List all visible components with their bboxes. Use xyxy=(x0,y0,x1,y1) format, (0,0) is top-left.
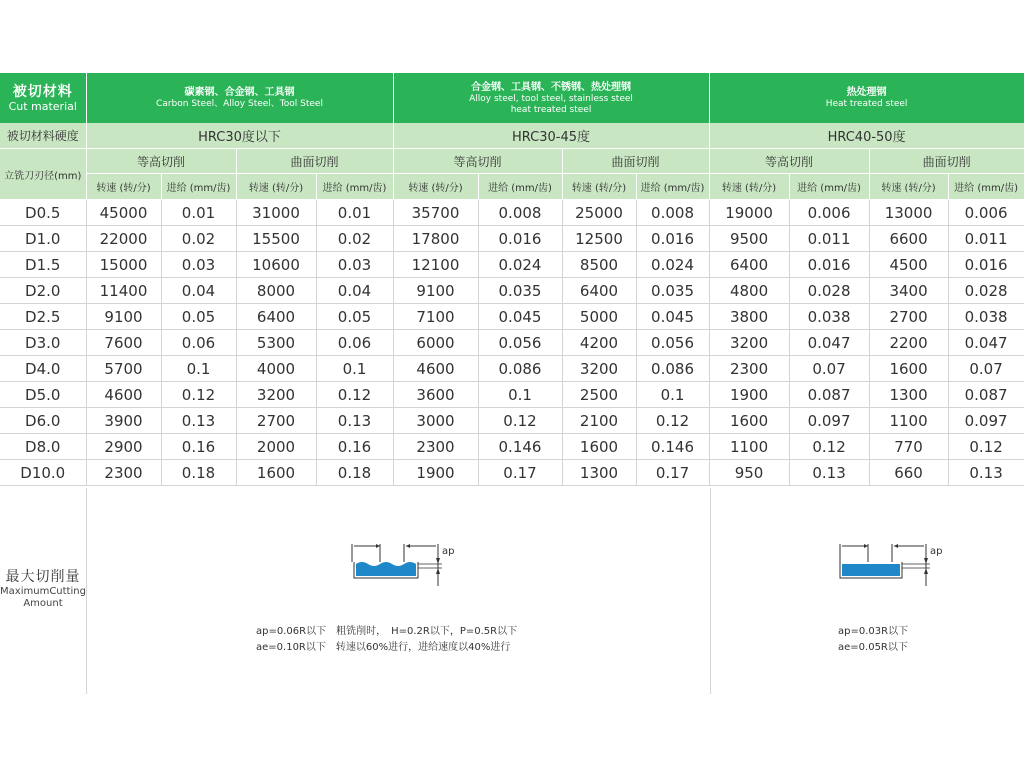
speed-cell: 4200 xyxy=(562,330,636,356)
divider xyxy=(710,488,711,694)
speed-cell: 4600 xyxy=(86,382,161,408)
speed-cell: 6400 xyxy=(562,278,636,304)
diameter-cell: D1.0 xyxy=(0,226,86,252)
material-group-en-line2: heat treated steel xyxy=(510,104,592,115)
unit-cell: 转速 (转/分) xyxy=(709,174,789,200)
feed-cell: 0.028 xyxy=(948,278,1024,304)
speed-cell: 12500 xyxy=(562,226,636,252)
material-group-en: Carbon Steel、Alloy Steel、Tool Steel xyxy=(156,99,323,109)
ap-symbol: ap xyxy=(442,546,455,557)
unit-row xyxy=(0,174,1024,200)
feed-cell: 0.04 xyxy=(161,278,236,304)
cut-material-en: Cut material xyxy=(8,99,77,113)
unit-cell: 进给 (mm/齿) xyxy=(789,174,869,200)
feed-cell: 0.146 xyxy=(478,434,562,460)
speed-cell: 1600 xyxy=(869,356,948,382)
feed-cell: 0.01 xyxy=(316,200,393,226)
speed-cell: 2200 xyxy=(869,330,948,356)
feed-cell: 0.024 xyxy=(636,252,709,278)
table-row xyxy=(0,408,1024,434)
feed-cell: 0.17 xyxy=(636,460,709,486)
material-group-zh: 热处理钢 xyxy=(846,87,887,98)
cut-material-zh: 被切材料 xyxy=(12,83,73,100)
speed-cell: 950 xyxy=(709,460,789,486)
diameter-cell: D1.5 xyxy=(0,252,86,278)
table-row xyxy=(0,356,1024,382)
divider xyxy=(86,488,87,694)
diameter-cell: D3.0 xyxy=(0,330,86,356)
speed-cell: 3200 xyxy=(236,382,316,408)
feed-cell: 0.18 xyxy=(161,460,236,486)
speed-cell: 3600 xyxy=(393,382,478,408)
feed-cell: 0.12 xyxy=(161,382,236,408)
feed-cell: 0.07 xyxy=(948,356,1024,382)
material-group-3 xyxy=(709,73,1024,123)
feed-cell: 0.1 xyxy=(636,382,709,408)
table-body xyxy=(0,200,1024,486)
speed-cell: 6400 xyxy=(709,252,789,278)
unit-cell: 进给 (mm/齿) xyxy=(948,174,1024,200)
feed-cell: 0.097 xyxy=(789,408,869,434)
unit-cell: 转速 (转/分) xyxy=(393,174,478,200)
feed-cell: 0.045 xyxy=(478,304,562,330)
speed-cell: 12100 xyxy=(393,252,478,278)
cut-type-cell: 曲面切削 xyxy=(869,149,1024,174)
feed-cell: 0.047 xyxy=(789,330,869,356)
feed-cell: 0.016 xyxy=(789,252,869,278)
feed-cell: 0.12 xyxy=(316,382,393,408)
feed-cell: 0.02 xyxy=(316,226,393,252)
feed-cell: 0.07 xyxy=(789,356,869,382)
feed-cell: 0.1 xyxy=(161,356,236,382)
unit-cell: 进给 (mm/齿) xyxy=(316,174,393,200)
feed-cell: 0.13 xyxy=(161,408,236,434)
hardness-label: 被切材料硬度 xyxy=(0,123,86,149)
material-header-row xyxy=(0,73,1024,123)
speed-cell: 2100 xyxy=(562,408,636,434)
cutting-depth-diagram xyxy=(340,540,470,590)
speed-cell: 31000 xyxy=(236,200,316,226)
diameter-cell: D2.5 xyxy=(0,304,86,330)
speed-cell: 3800 xyxy=(709,304,789,330)
speed-cell: 17800 xyxy=(393,226,478,252)
speed-cell: 1300 xyxy=(562,460,636,486)
speed-cell: 2300 xyxy=(393,434,478,460)
speed-cell: 4600 xyxy=(393,356,478,382)
speed-cell: 3200 xyxy=(562,356,636,382)
material-group-2 xyxy=(393,73,709,123)
speed-cell: 1300 xyxy=(869,382,948,408)
table-row xyxy=(0,252,1024,278)
speed-cell: 1600 xyxy=(236,460,316,486)
feed-cell: 0.006 xyxy=(789,200,869,226)
speed-cell: 15000 xyxy=(86,252,161,278)
feed-cell: 0.008 xyxy=(478,200,562,226)
unit-cell: 转速 (转/分) xyxy=(869,174,948,200)
speed-cell: 22000 xyxy=(86,226,161,252)
speed-cell: 1600 xyxy=(562,434,636,460)
material-group-zh: 合金钢、工具钢、不锈钢、热处理钢 xyxy=(471,81,632,93)
cut-material-label-cell xyxy=(0,73,86,123)
feed-cell: 0.086 xyxy=(478,356,562,382)
cut-type-cell: 等高切削 xyxy=(86,149,236,174)
diameter-cell: D2.0 xyxy=(0,278,86,304)
feed-cell: 0.12 xyxy=(636,408,709,434)
cutting-parameter-table xyxy=(0,73,1024,486)
feed-cell: 0.097 xyxy=(948,408,1024,434)
material-group-zh: 碳素钢、合金钢、工具钢 xyxy=(184,87,295,98)
speed-cell: 45000 xyxy=(86,200,161,226)
table-row xyxy=(0,200,1024,226)
feed-cell: 0.12 xyxy=(478,408,562,434)
feed-cell: 0.18 xyxy=(316,460,393,486)
feed-cell: 0.011 xyxy=(789,226,869,252)
speed-cell: 5300 xyxy=(236,330,316,356)
feed-cell: 0.045 xyxy=(636,304,709,330)
max-cut-en-line2: Amount xyxy=(23,598,63,609)
feed-cell: 0.038 xyxy=(948,304,1024,330)
hardness-row xyxy=(0,123,1024,149)
unit-cell: 转速 (转/分) xyxy=(562,174,636,200)
speed-cell: 1900 xyxy=(393,460,478,486)
speed-cell: 15500 xyxy=(236,226,316,252)
hardness-value: HRC30-45度 xyxy=(393,123,709,149)
hardness-value: HRC40-50度 xyxy=(709,123,1024,149)
feed-cell: 0.086 xyxy=(636,356,709,382)
feed-cell: 0.047 xyxy=(948,330,1024,356)
speed-cell: 2700 xyxy=(236,408,316,434)
feed-cell: 0.056 xyxy=(636,330,709,356)
max-cut-label xyxy=(0,566,86,610)
max-cut-section xyxy=(0,488,1024,694)
cut-type-cell: 曲面切削 xyxy=(236,149,393,174)
feed-cell: 0.17 xyxy=(478,460,562,486)
speed-cell: 660 xyxy=(869,460,948,486)
speed-cell: 5700 xyxy=(86,356,161,382)
diameter-cell: D0.5 xyxy=(0,200,86,226)
feed-cell: 0.1 xyxy=(316,356,393,382)
max-cut-zh: 最大切削量 xyxy=(5,569,81,585)
feed-cell: 0.03 xyxy=(316,252,393,278)
unit-cell: 转速 (转/分) xyxy=(236,174,316,200)
material-group-en: Alloy steel, tool steel, stainless steel xyxy=(469,93,633,104)
feed-cell: 0.146 xyxy=(636,434,709,460)
diameter-label: 立铣刀刃径(mm) xyxy=(0,149,86,200)
feed-cell: 0.038 xyxy=(789,304,869,330)
feed-cell: 0.13 xyxy=(789,460,869,486)
feed-cell: 0.05 xyxy=(161,304,236,330)
feed-cell: 0.016 xyxy=(948,252,1024,278)
feed-cell: 0.087 xyxy=(789,382,869,408)
speed-cell: 3400 xyxy=(869,278,948,304)
material-group-1 xyxy=(86,73,393,123)
speed-cell: 1600 xyxy=(709,408,789,434)
speed-cell: 19000 xyxy=(709,200,789,226)
speed-cell: 9100 xyxy=(393,278,478,304)
speed-cell: 4500 xyxy=(869,252,948,278)
feed-cell: 0.16 xyxy=(161,434,236,460)
diameter-cell: D10.0 xyxy=(0,460,86,486)
table-row xyxy=(0,382,1024,408)
speed-cell: 25000 xyxy=(562,200,636,226)
feed-cell: 0.035 xyxy=(636,278,709,304)
speed-cell: 1100 xyxy=(709,434,789,460)
speed-cell: 7100 xyxy=(393,304,478,330)
cut-type-row xyxy=(0,149,1024,174)
cutting-depth-diagram xyxy=(830,540,950,590)
unit-cell: 进给 (mm/齿) xyxy=(161,174,236,200)
feed-cell: 0.13 xyxy=(316,408,393,434)
feed-cell: 0.035 xyxy=(478,278,562,304)
hardness-value: HRC30度以下 xyxy=(86,123,393,149)
speed-cell: 8000 xyxy=(236,278,316,304)
feed-cell: 0.006 xyxy=(948,200,1024,226)
speed-cell: 7600 xyxy=(86,330,161,356)
unit-cell: 进给 (mm/齿) xyxy=(636,174,709,200)
table-row xyxy=(0,278,1024,304)
speed-cell: 2000 xyxy=(236,434,316,460)
feed-cell: 0.06 xyxy=(161,330,236,356)
speed-cell: 2700 xyxy=(869,304,948,330)
feed-cell: 0.087 xyxy=(948,382,1024,408)
ap-symbol: ap xyxy=(930,546,943,557)
table-row xyxy=(0,226,1024,252)
feed-cell: 0.16 xyxy=(316,434,393,460)
diameter-cell: D8.0 xyxy=(0,434,86,460)
right-note-line2: ae=0.05R以下 xyxy=(838,642,908,653)
speed-cell: 2500 xyxy=(562,382,636,408)
feed-cell: 0.06 xyxy=(316,330,393,356)
right-note-line1: ap=0.03R以下 xyxy=(838,626,909,637)
speed-cell: 35700 xyxy=(393,200,478,226)
speed-cell: 2300 xyxy=(709,356,789,382)
feed-cell: 0.01 xyxy=(161,200,236,226)
speed-cell: 3200 xyxy=(709,330,789,356)
feed-cell: 0.024 xyxy=(478,252,562,278)
speed-cell: 10600 xyxy=(236,252,316,278)
speed-cell: 2900 xyxy=(86,434,161,460)
cut-type-cell: 等高切削 xyxy=(709,149,869,174)
cut-type-cell: 曲面切削 xyxy=(562,149,709,174)
speed-cell: 770 xyxy=(869,434,948,460)
feed-cell: 0.016 xyxy=(478,226,562,252)
feed-cell: 0.05 xyxy=(316,304,393,330)
max-cut-en-line1: MaximumCutting xyxy=(0,586,86,597)
feed-cell: 0.016 xyxy=(636,226,709,252)
cutting-parameter-sheet xyxy=(0,73,1024,486)
table-row xyxy=(0,460,1024,486)
feed-cell: 0.011 xyxy=(948,226,1024,252)
speed-cell: 6400 xyxy=(236,304,316,330)
table-row xyxy=(0,330,1024,356)
speed-cell: 4000 xyxy=(236,356,316,382)
unit-cell: 转速 (转/分) xyxy=(86,174,161,200)
speed-cell: 11400 xyxy=(86,278,161,304)
feed-cell: 0.12 xyxy=(948,434,1024,460)
material-group-en: Heat treated steel xyxy=(825,99,908,109)
speed-cell: 6000 xyxy=(393,330,478,356)
feed-cell: 0.02 xyxy=(161,226,236,252)
speed-cell: 9500 xyxy=(709,226,789,252)
feed-cell: 0.13 xyxy=(948,460,1024,486)
unit-cell: 进给 (mm/齿) xyxy=(478,174,562,200)
speed-cell: 13000 xyxy=(869,200,948,226)
feed-cell: 0.03 xyxy=(161,252,236,278)
speed-cell: 2300 xyxy=(86,460,161,486)
left-note-line2: ae=0.10R以下 转速以60%进行，进给速度以40%进行 xyxy=(256,642,511,653)
diameter-cell: D4.0 xyxy=(0,356,86,382)
speed-cell: 1900 xyxy=(709,382,789,408)
speed-cell: 5000 xyxy=(562,304,636,330)
diameter-cell: D6.0 xyxy=(0,408,86,434)
feed-cell: 0.008 xyxy=(636,200,709,226)
cut-type-cell: 等高切削 xyxy=(393,149,562,174)
left-note-line1: ap=0.06R以下 粗铣削时， H=0.2R以下，P=0.5R以下 xyxy=(256,626,518,637)
feed-cell: 0.028 xyxy=(789,278,869,304)
speed-cell: 3000 xyxy=(393,408,478,434)
feed-cell: 0.04 xyxy=(316,278,393,304)
speed-cell: 1100 xyxy=(869,408,948,434)
feed-cell: 0.056 xyxy=(478,330,562,356)
speed-cell: 6600 xyxy=(869,226,948,252)
feed-cell: 0.12 xyxy=(789,434,869,460)
table-row xyxy=(0,304,1024,330)
speed-cell: 9100 xyxy=(86,304,161,330)
speed-cell: 4800 xyxy=(709,278,789,304)
feed-cell: 0.1 xyxy=(478,382,562,408)
speed-cell: 3900 xyxy=(86,408,161,434)
table-row xyxy=(0,434,1024,460)
speed-cell: 8500 xyxy=(562,252,636,278)
diameter-cell: D5.0 xyxy=(0,382,86,408)
